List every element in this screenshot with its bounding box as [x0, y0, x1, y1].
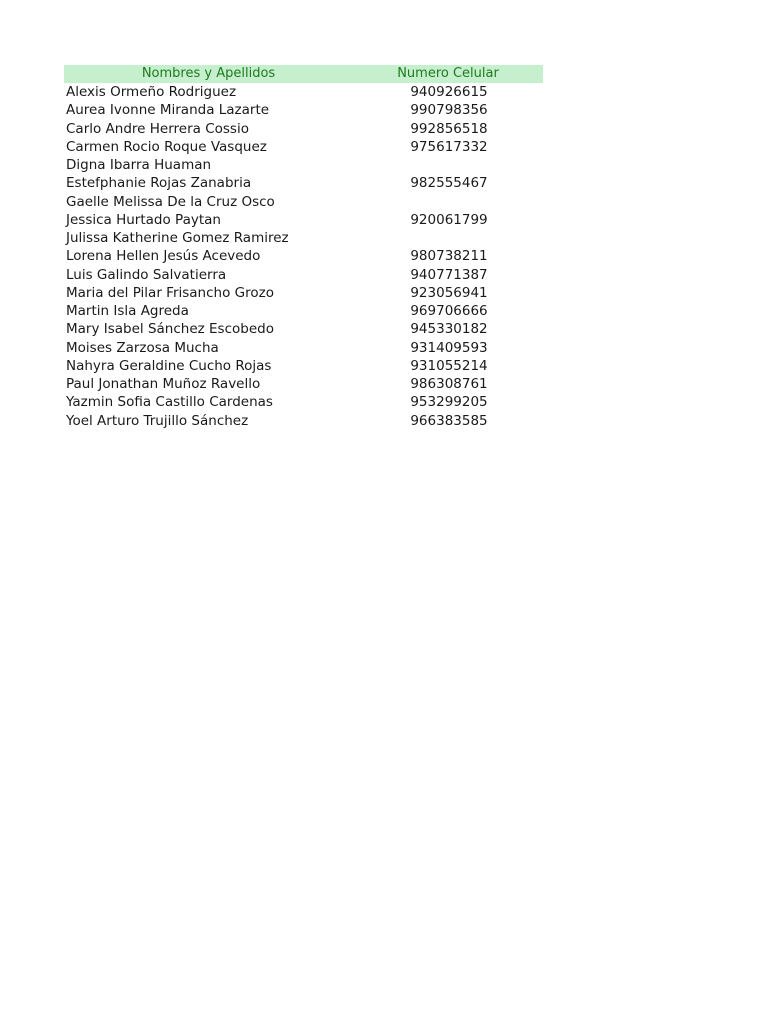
cell-phone: 931409593: [410, 339, 488, 356]
cell-phone: 923056941: [410, 284, 488, 301]
cell-phone: 986308761: [410, 376, 488, 392]
cell-phone: [353, 156, 543, 174]
cell-name: Maria del Pilar Frisancho Grozo: [66, 284, 274, 301]
table-row: [64, 156, 543, 174]
table-row: [64, 320, 543, 338]
cell-name: Luis Galindo Salvatierra: [66, 266, 227, 283]
cell-name: Yoel Arturo Trujillo Sánchez: [66, 412, 249, 429]
table-row: [64, 302, 543, 320]
cell-phone: 940926615: [410, 84, 488, 100]
cell-phone: 982555467: [410, 175, 488, 192]
table-row: [64, 211, 543, 229]
cell-phone: [353, 193, 543, 211]
cell-name: Carmen Rocio Roque Vasquez: [66, 138, 267, 155]
table-row: [64, 120, 543, 138]
contact-table: [64, 65, 543, 430]
header-name: Nombres y Apellidos: [141, 66, 276, 81]
cell-phone: 966383585: [410, 412, 488, 429]
cell-name: Estefphanie Rojas Zanabria: [66, 175, 252, 192]
table-row: [64, 284, 543, 302]
cell-phone: 945330182: [410, 321, 488, 338]
cell-phone: 990798356: [410, 102, 488, 119]
header-phone: Numero Celular: [397, 66, 499, 81]
cell-name: Yazmin Sofia Castillo Cardenas: [66, 394, 273, 411]
cell-phone: 980738211: [410, 248, 488, 265]
cell-name: Julissa Katherine Gomez Ramirez: [66, 230, 289, 246]
cell-phone: 975617332: [410, 138, 488, 155]
cell-name: Paul Jonathan Muñoz Ravello: [66, 376, 261, 392]
table-row: [64, 393, 543, 411]
table-row: [64, 229, 543, 247]
cell-phone: 953299205: [410, 394, 488, 411]
cell-phone: [353, 229, 543, 247]
cell-phone: 920061799: [410, 211, 488, 228]
cell-phone: 992856518: [410, 120, 488, 137]
cell-phone: 969706666: [410, 303, 488, 319]
cell-phone: 931055214: [410, 357, 488, 374]
cell-name: Gaelle Melissa De la Cruz Osco: [66, 193, 275, 210]
cell-name: Martin Isla Agreda: [66, 303, 189, 319]
table-row: [64, 266, 543, 284]
table-row: [64, 83, 543, 101]
table-body: [64, 83, 543, 430]
cell-phone: 940771387: [410, 266, 488, 283]
table-row: [64, 412, 543, 430]
table-row: [64, 101, 543, 119]
table-row: [64, 174, 543, 192]
table-row: [64, 375, 543, 393]
cell-name: Nahyra Geraldine Cucho Rojas: [66, 357, 272, 374]
cell-name: Moises Zarzosa Mucha: [66, 339, 219, 356]
cell-name: Mary Isabel Sánchez Escobedo: [66, 321, 274, 338]
cell-name: Carlo Andre Herrera Cossio: [66, 120, 249, 137]
table-row: [64, 193, 543, 211]
table-row: [64, 357, 543, 375]
cell-name: Jessica Hurtado Paytan: [66, 211, 221, 228]
cell-name: Lorena Hellen Jesús Acevedo: [66, 248, 261, 265]
cell-name: Digna Ibarra Huaman: [66, 157, 212, 173]
table-header-row: [64, 65, 543, 83]
cell-name: Aurea Ivonne Miranda Lazarte: [66, 102, 270, 119]
table-row: [64, 339, 543, 357]
table-row: [64, 138, 543, 156]
cell-name: Alexis Ormeño Rodriguez: [66, 84, 237, 100]
table-row: [64, 247, 543, 265]
